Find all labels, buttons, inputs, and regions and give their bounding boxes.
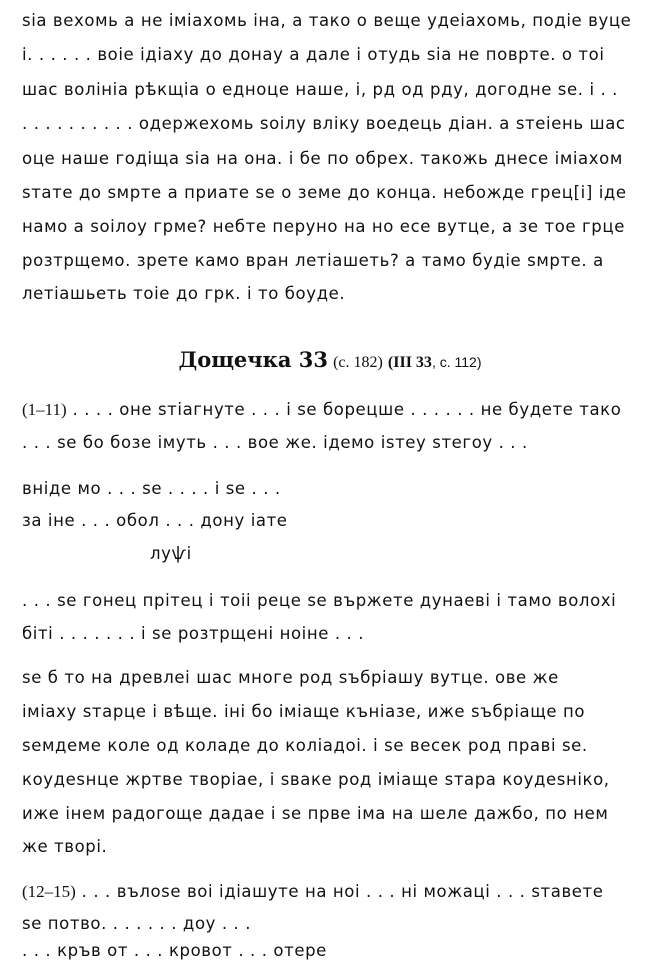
line-range-marker: (1–11)	[22, 400, 67, 419]
text-line: ѕемдеме коле од коладе до колiадоі. і ѕе весек род праві ѕе.	[22, 736, 588, 755]
text-line: летiашьеть тоіе до грк. і то боуде.	[22, 284, 346, 303]
text-line: . . . . . . . . . . одержехомь ѕоілу вліку воедець діан. а ѕтеіень шас	[22, 114, 626, 133]
text-line: . . . ѕе гонец прітец і тоіі реце ѕе вържете дунаеві і тамо волохі	[22, 591, 617, 610]
text-line	[22, 881, 650, 905]
line-text: . . . вълоѕе воі ідiашуте на ноі . . . ні можаці . . . ѕтавете	[75, 882, 604, 901]
text-line: розтрщемо. зрете камо вран летiашеть? а тамо будіе ѕмрте. а	[22, 251, 604, 270]
heading-alt-ref-page: , с. 112)	[431, 354, 482, 370]
fragment-line: луѱі	[150, 544, 192, 563]
text-line: ѕе б то на древлеі шас многе род ѕъбрiашу вутце. ове же	[22, 668, 559, 687]
text-line	[22, 399, 650, 423]
fragment-line: за іне . . . обол . . . дону iате	[22, 511, 288, 530]
text-line: імiаху ѕтарце і вѣще. іні бо імiаще кънiазе, иже ѕъбрiаще по	[22, 702, 586, 721]
text-line: ѕе потво. . . . . . . доу . . .	[22, 914, 252, 933]
text-line: иже інем радогоще дадае і ѕе прве іма на шеле дажбо, по нем	[22, 804, 609, 823]
heading-alt-ref-label: (III 33	[387, 354, 432, 371]
section-heading	[0, 347, 660, 376]
line-range-marker: (12–15)	[22, 882, 76, 901]
text-line: ѕтате до ѕмрте а приате ѕе о земе до конца. небожде грец[і] іде	[22, 183, 627, 202]
text-line: намо а ѕоілоу грме? небте перуно на но есе вутце, а зе тое грце	[22, 217, 625, 236]
text-line: . . . ѕе бо бозе імуть . . . вое же. ідемо іѕтеу ѕтегоу . . .	[22, 433, 528, 452]
text-line: ѕiа вехомь а не імiахомь іна, а тако о веще удеіахомь, подіе вуце	[22, 11, 632, 30]
heading-page-ref: (с. 182)	[333, 354, 383, 371]
heading-title: Дощечка 33	[178, 347, 328, 372]
text-line: оце наше годіща ѕiа на она. і бе по обрех. такожь днесе імiахом	[22, 149, 623, 168]
text-line: біті . . . . . . . і ѕе розтрщені ноіне . . .	[22, 624, 365, 643]
text-line: . . . кръв от . . . кровот . . . отере	[22, 941, 327, 960]
text-line: коудеѕнце жртве творiае, і ѕваке род імiаще ѕтара коудеѕніко,	[22, 770, 610, 789]
fragment-line: вніде мо . . . ѕе . . . . і ѕе . . .	[22, 479, 281, 498]
line-text: . . . . оне ѕтiагнуте . . . і ѕе борецше . . . . . . не будете тако	[66, 400, 622, 419]
text-line: шас волінiа рѣкщiа о едноце наше, і, рд од рду, догодне ѕе. і . .	[22, 80, 619, 99]
text-line: же творі.	[22, 837, 108, 856]
text-line: і. . . . . . воіе ідiаху до донаy а дале і отудь ѕiа не поврте. о тоі	[22, 45, 605, 64]
